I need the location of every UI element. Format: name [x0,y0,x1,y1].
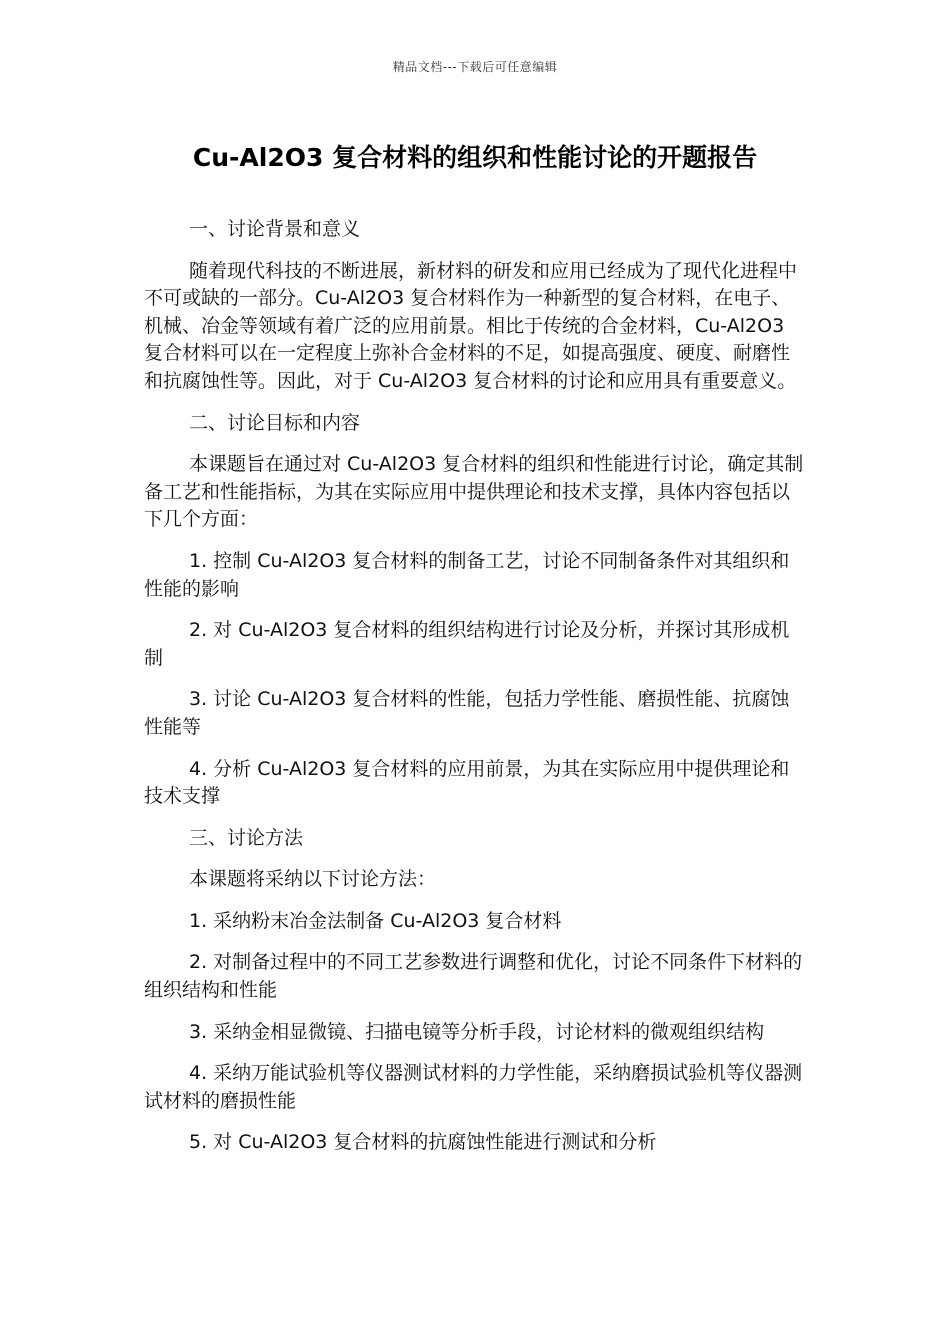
list-item-goal-4: 4. 分析 Cu-Al2O3 复合材料的应用前景，为其在实际应用中提供理论和技术支撑 [144,757,790,808]
list-item-goal-2: 2. 对 Cu-Al2O3 复合材料的组织结构进行讨论及分析，并探讨其形成机制 [144,619,790,669]
header-note: 精品文档---下载后可任意编辑 [392,60,558,74]
paragraph-goals-intro: 本课题旨在通过对 Cu-Al2O3 复合材料的组织和性能进行讨论，确定其制备工艺和性能指标，为其在实际应用中提供理论和技术支撑，具体内容包括以下几个方面： [144,453,804,531]
section-heading-background: 一、讨论背景和意义 [189,218,361,240]
section-heading-goals: 二、讨论目标和内容 [189,411,361,434]
paragraph-background: 随着现代科技的不断进展，新材料的研发和应用已经成为了现代化进程中不可或缺的一部分。Cu-Al2O3 复合材料作为一种新型的复合材料，在电子、机械、冶金等领域有着广泛的应用前景。相比于传统的合金材料，Cu-Al2O3 复合材料可以在一定程度上弥补合金材料的不足，如提高强度、硬度、耐磨性和抗腐蚀性等。因此，对于 Cu-Al2O3 复合材料的讨论和应用具有重要意义。 [144,259,798,392]
list-item-method-2: 2. 对制备过程中的不同工艺参数进行调整和优化，讨论不同条件下材料的组织结构和性能 [144,951,803,1002]
list-item-goal-3: 3. 讨论 Cu-Al2O3 复合材料的性能，包括力学性能、磨损性能、抗腐蚀性能等 [144,688,790,738]
document-body [144,216,806,1171]
list-item-goal-1: 1. 控制 Cu-Al2O3 复合材料的制备工艺，讨论不同制备条件对其组织和性能的影响 [144,549,790,600]
list-item-method-3: 3. 采纳金相显微镜、扫描电镜等分析手段，讨论材料的微观组织结构 [189,1020,765,1043]
document-title: Cu-Al2O3 复合材料的组织和性能讨论的开题报告 [192,143,758,172]
list-item-method-5: 5. 对 Cu-Al2O3 复合材料的抗腐蚀性能进行测试和分析 [189,1131,657,1154]
list-item-method-4: 4. 采纳万能试验机等仪器测试材料的力学性能，采纳磨损试验机等仪器测试材料的磨损性能 [144,1062,803,1112]
paragraph-methods-intro: 本课题将采纳以下讨论方法： [189,868,437,891]
section-heading-methods: 三、讨论方法 [189,826,304,849]
list-item-method-1: 1. 采纳粉末冶金法制备 Cu-Al2O3 复合材料 [189,909,562,932]
